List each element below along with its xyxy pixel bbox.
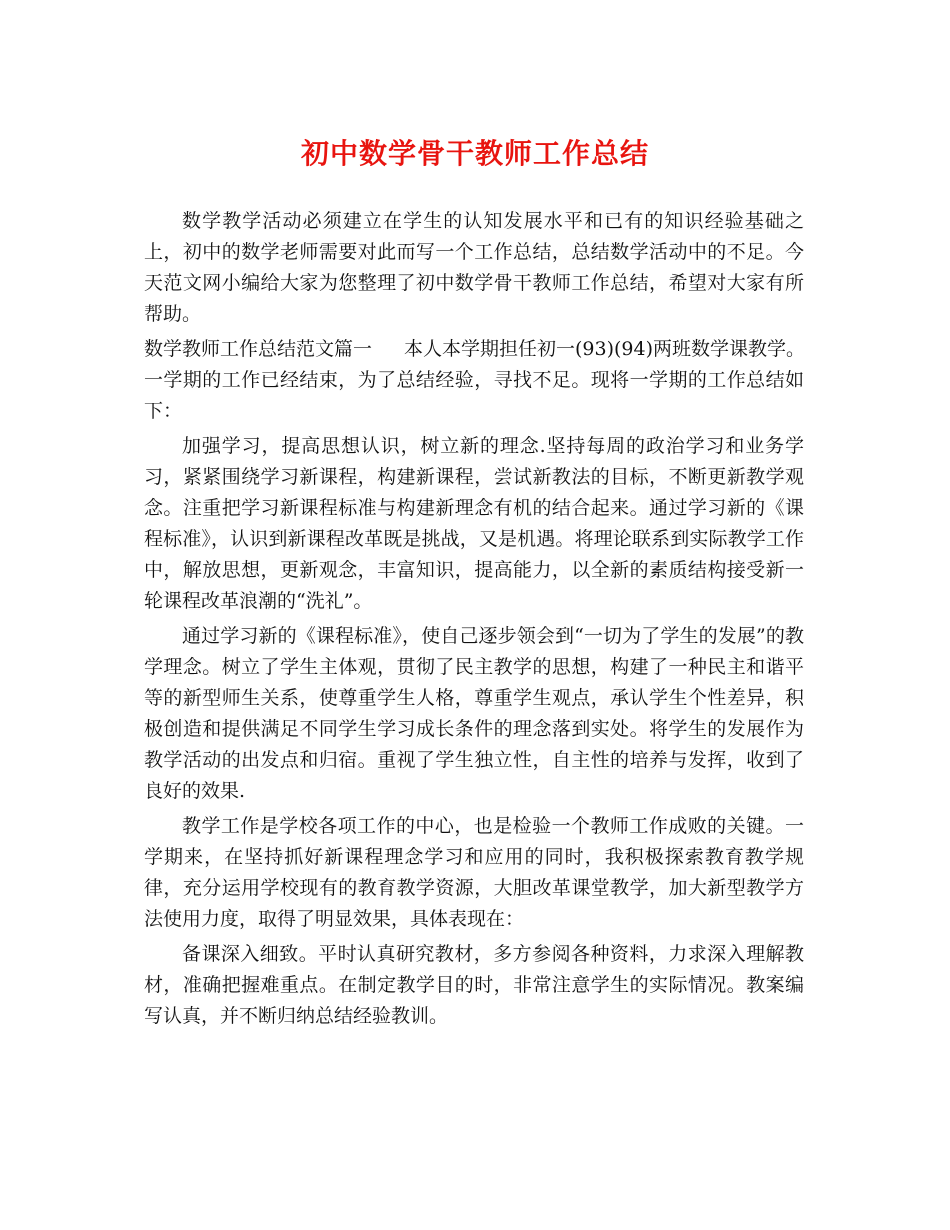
intro-paragraph <box>144 206 804 330</box>
body-paragraph-4 <box>144 939 804 1032</box>
section-first-sentence: 本人本学期担任初一(93)(94)两班数学课教学。 <box>404 338 806 360</box>
body-paragraph-2 <box>144 621 804 807</box>
document-body <box>144 206 804 1032</box>
document-title: 初中数学骨干教师工作总结 <box>300 137 649 170</box>
section-heading: 数学教师工作总结范文篇一 <box>144 338 373 360</box>
body-paragraph-text: 教学工作是学校各项工作的中心，也是检验一个教师工作成败的关键。一学期来，在坚持抓好新课程理念学习和应用的同时，我积极探索教育教学规律，充分运用学校现有的教育教学资源，大胆改革课堂教学，加大新型教学方法使用力度，取得了明显效果，具体表现在： <box>144 815 804 930</box>
body-paragraph-3 <box>144 811 804 935</box>
section-continuation: 一学期的工作已经结束，为了总结经验，寻找不足。现将一学期的工作总结如下： <box>144 369 804 422</box>
intro-text: 数学教学活动必须建立在学生的认知发展水平和已有的知识经验基础之上，初中的数学老师需要对此而写一个工作总结，总结数学活动中的不足。今天范文网小编给大家为您整理了初中数学骨干教师工作总结，希望对大家有所帮助。 <box>144 210 804 325</box>
body-paragraph-1 <box>144 431 804 617</box>
body-paragraph-text: 加强学习，提高思想认识，树立新的理念.坚持每周的政治学习和业务学习，紧紧围绕学习新课程，构建新课程，尝试新教法的目标，不断更新教学观念。注重把学习新课程标准与构建新理念有机的结合起来。通过学习新的《课程标准》，认识到新课程改革既是挑战，又是机遇。将理论联系到实际教学工作中，解放思想，更新观念，丰富知识，提高能力，以全新的素质结构接受新一轮课程改革浪潮的“洗礼”。 <box>144 435 804 612</box>
body-paragraph-text: 备课深入细致。平时认真研究教材，多方参阅各种资料，力求深入理解教材，准确把握难重点。在制定教学目的时，非常注意学生的实际情况。教案编写认真，并不断归纳总结经验教训。 <box>144 943 804 1027</box>
section-intro-paragraph <box>144 334 804 427</box>
body-paragraph-text: 通过学习新的《课程标准》，使自己逐步领会到“一切为了学生的发展”的教学理念。树立了学生主体观，贯彻了民主教学的思想，构建了一种民主和谐平等的新型师生关系，使尊重学生人格，尊重学生观点，承认学生个性差异，积极创造和提供满足不同学生学习成长条件的理念落到实处。将学生的发展作为教学活动的出发点和归宿。重视了学生独立性，自主性的培养与发挥，收到了良好的效果. <box>144 625 804 802</box>
section-heading-line <box>144 334 804 365</box>
